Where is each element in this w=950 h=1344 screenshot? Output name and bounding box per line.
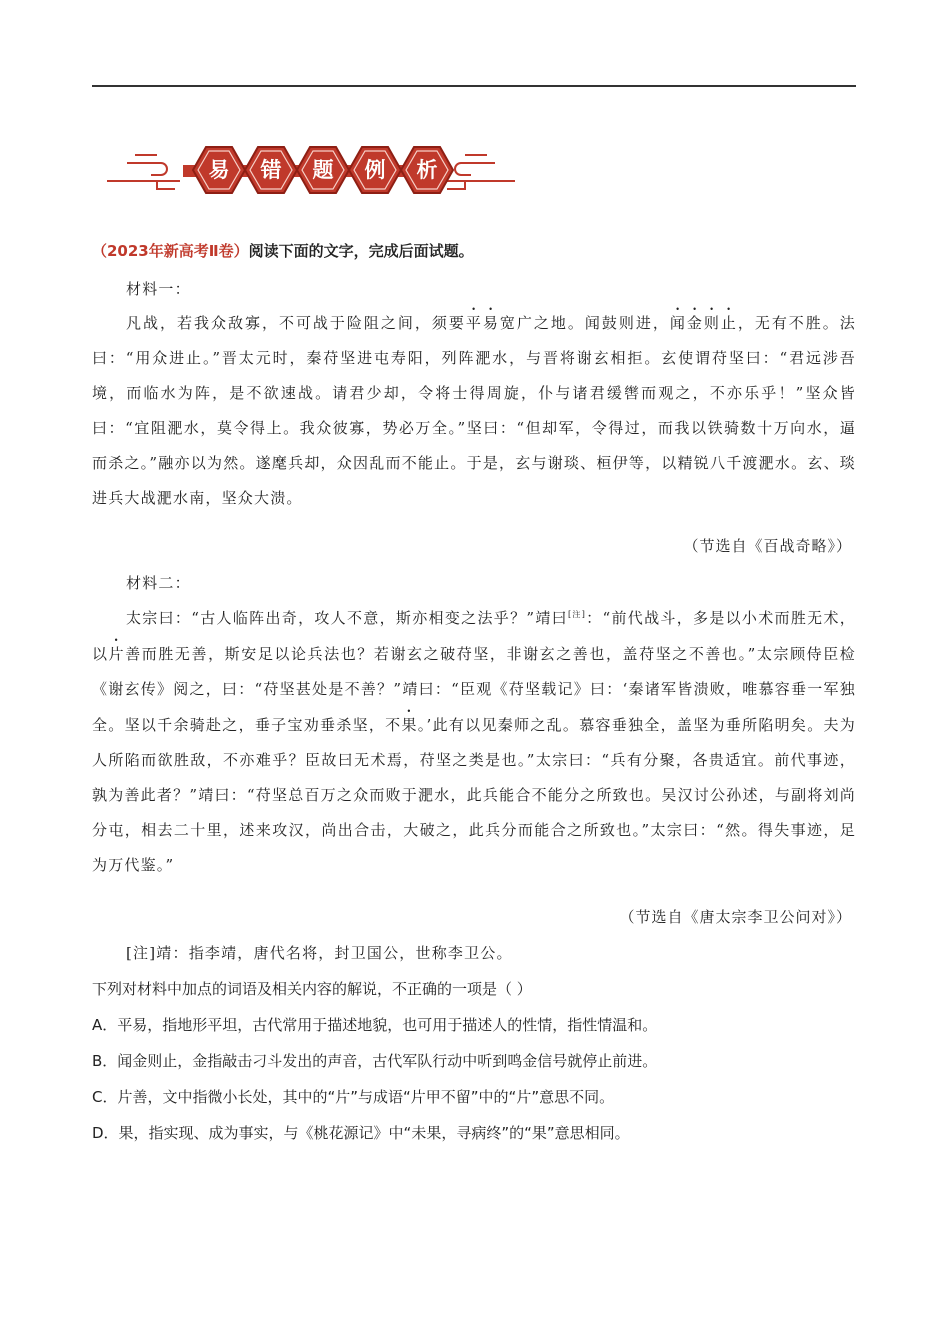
banner-char-4: 例 <box>364 158 386 182</box>
dotted-word-pian: 片 <box>108 645 126 663</box>
material1-text-a: 凡战，若我众敌寡，不可战于险阻之间，须要 <box>126 314 466 332</box>
material2-text-a: 太宗曰：“古人临阵出奇，攻人不意，斯亦相变之法乎？”靖曰 <box>126 609 568 627</box>
material2-text-c: 善而胜无善，斯安足以论兵法也？若谢玄之破苻坚，非谢玄之善也，盖苻坚之不善也。”太宗顾侍臣检《谢玄传》阅之，曰：“苻坚甚处是不善？”靖曰：“臣观《苻坚载记》曰：‘秦诸军皆溃败，唯慕容垂一军独全。坚以千余骑赴之，垂子宝劝垂杀坚，不 <box>92 645 857 734</box>
top-rule <box>92 85 856 87</box>
material1-text-c: ，无有不胜。法曰：“用众进止。”晋太元时，秦苻坚进屯寿阳，列阵淝水，与晋将谢玄相拒。玄使谓苻坚曰：“君远涉吾境，而临水为阵，是不欲速战。请君少却，令将士得周旋，仆与诸君缓辔而观之，不亦乐乎！”坚众皆曰：“宜阻淝水，莫令得上。我众彼寡，势必万全。”坚曰：“但却军，令得过，而我以铁骑数十万向水，逼而杀之。”融亦以为然。遂麾兵却，众因乱而不能止。于是，玄与谢琰、桓伊等，以精锐八千渡淝水。玄、琰进兵大战淝水南，坚众大溃。 <box>92 314 856 507</box>
material2-source: （节选自《唐太宗李卫公问对》） <box>619 908 852 926</box>
material2-label: 材料二： <box>126 574 191 592</box>
exam-source-line <box>92 240 474 261</box>
footnote: [注]靖：指李靖，唐代名将，封卫国公，世称李卫公。 <box>126 944 513 962</box>
dotted-word-guo: 果 <box>401 716 418 734</box>
section-banner <box>105 135 517 205</box>
exam-tag: （2023年新高考Ⅱ卷） <box>92 242 249 260</box>
banner-char-2: 错 <box>260 158 282 182</box>
banner-char-3: 题 <box>312 158 334 182</box>
material1-body <box>92 305 856 516</box>
option-b[interactable]: B．闻金则止，金指敲击刁斗发出的声音，古代军队行动中听到鸣金信号就停止前进。 <box>92 1052 658 1070</box>
material2-text-d: 。’此有以见秦师之乱。慕容垂独全，盖坚为垂所陷明矣。夫为人所陷而欲胜敌，不亦难乎？臣故曰无术焉，苻坚之类是也。”太宗曰：“兵有分聚，各贵适宜。前代事迹，孰为善此者？”靖曰：“苻坚总百万之众而败于淝水，此兵能合不能分之所致也。吴汉讨公孙述，与副将刘尚分屯，相去二十里，述来攻汉，尚出合击，大破之，此兵分而能合之所致也。”太宗曰：“然。得失事迹，足为万代鉴。” <box>92 716 856 874</box>
option-a[interactable]: A．平易，指地形平坦，古代常用于描述地貌，也可用于描述人的性情，指性情温和。 <box>92 1016 658 1034</box>
question-stem: 下列对材料中加点的词语及相关内容的解说，不正确的一项是（ ） <box>92 980 532 998</box>
material2-text-b: ：“前代战斗，多是以小术而胜无术，以 <box>92 609 856 663</box>
dotted-word-wenjinzezhi: 闻金则止 <box>669 314 738 332</box>
material1-source: （节选自《百战奇略》） <box>683 537 852 555</box>
material1-label: 材料一： <box>126 280 191 298</box>
option-c[interactable]: C．片善，文中指微小长处，其中的“片”与成语“片甲不留”中的“片”意思不同。 <box>92 1088 615 1106</box>
banner-char-5: 析 <box>416 158 438 182</box>
material1-text-b: 宽广之地。闻鼓则进， <box>499 314 670 332</box>
option-d[interactable]: D．果，指实现、成为事实，与《桃花源记》中“未果，寻病终”的“果”意思相同。 <box>92 1124 630 1142</box>
banner-char-1: 易 <box>208 158 230 182</box>
material2-body <box>92 597 856 883</box>
dotted-word-pingyi: 平易 <box>465 314 500 332</box>
note-marker: [注] <box>568 610 587 619</box>
instruction: 阅读下面的文字，完成后面试题。 <box>248 242 474 260</box>
